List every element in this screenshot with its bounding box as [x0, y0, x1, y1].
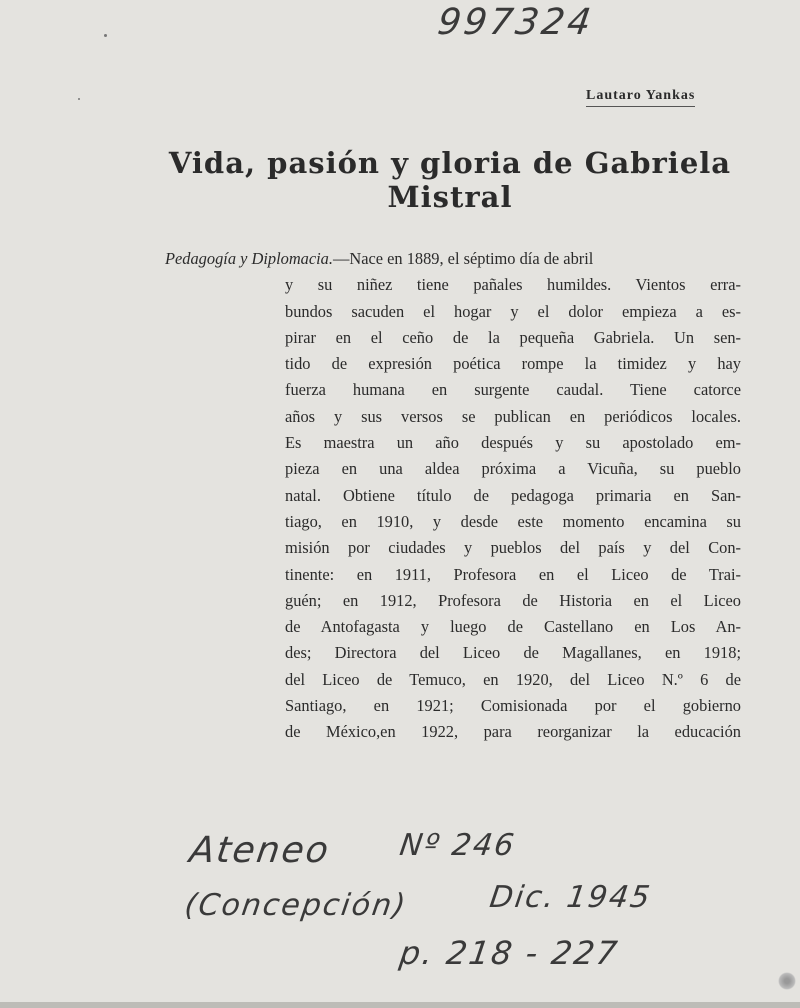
- title-line-1: Vida, pasión y gloria de Gabriela: [168, 146, 732, 180]
- handwritten-city: (Concepción): [182, 888, 410, 923]
- first-line: [165, 246, 593, 272]
- handwritten-issue-number: Nº 246: [397, 828, 518, 863]
- first-line-text: —Nace en 1889, el séptimo día de abril: [332, 249, 594, 268]
- body-line: tiago, en 1910, y desde este momento encamina su: [285, 511, 741, 531]
- scan-edge: [0, 1002, 800, 1008]
- body-line: pirar en el ceño de la pequeña Gabriela. Un sen-: [285, 327, 741, 347]
- handwritten-date: Dic. 1945: [487, 880, 654, 915]
- body-line: misión por ciudades y pueblos del país y del Con-: [285, 538, 741, 558]
- body-line: del Liceo de Temuco, en 1920, del Liceo N.º 6 de: [285, 669, 741, 689]
- handwritten-journal-name: Ateneo: [187, 830, 333, 871]
- body-line: des; Directora del Liceo de Magallanes, en 1918;: [285, 643, 741, 663]
- paper-speck: [104, 34, 107, 37]
- section-subhead: Pedagogía y Diplomacia.: [165, 249, 333, 268]
- author-name: Lautaro Yankas: [586, 88, 695, 107]
- paper-speck: [78, 98, 80, 100]
- article-title: [150, 146, 750, 214]
- body-line: tido de expresión poética rompe la timidez y hay: [285, 354, 741, 374]
- handwritten-pages: p. 218 - 227: [397, 934, 622, 972]
- body-line: tinente: en 1911, Profesora en el Liceo de Trai-: [285, 564, 741, 584]
- article-body: [285, 272, 741, 745]
- body-line: y su niñez tiene pañales humildes. Vientos erra-: [285, 275, 741, 295]
- body-line: de Antofagasta y luego de Castellano en Los An-: [285, 617, 741, 637]
- handwritten-catalog-number: 997324: [435, 2, 597, 43]
- body-line: pieza en una aldea próxima a Vicuña, su pueblo: [285, 459, 741, 479]
- body-line: Santiago, en 1921; Comisionada por el gobierno: [285, 696, 741, 716]
- body-line: años y sus versos se publican en periódicos locales.: [285, 406, 741, 426]
- corner-stamp-mark: [778, 972, 796, 990]
- body-line: de México,en 1922, para reorganizar la educación: [285, 722, 741, 742]
- body-line: natal. Obtiene título de pedagoga primaria en San-: [285, 485, 741, 505]
- title-line-2: Mistral: [387, 180, 513, 214]
- body-line: bundos sacuden el hogar y el dolor empieza a es-: [285, 301, 741, 321]
- body-line: fuerza humana en surgente caudal. Tiene catorce: [285, 380, 741, 400]
- body-line: Es maestra un año después y su apostolado em-: [285, 433, 741, 453]
- body-line: guén; en 1912, Profesora de Historia en el Liceo: [285, 590, 741, 610]
